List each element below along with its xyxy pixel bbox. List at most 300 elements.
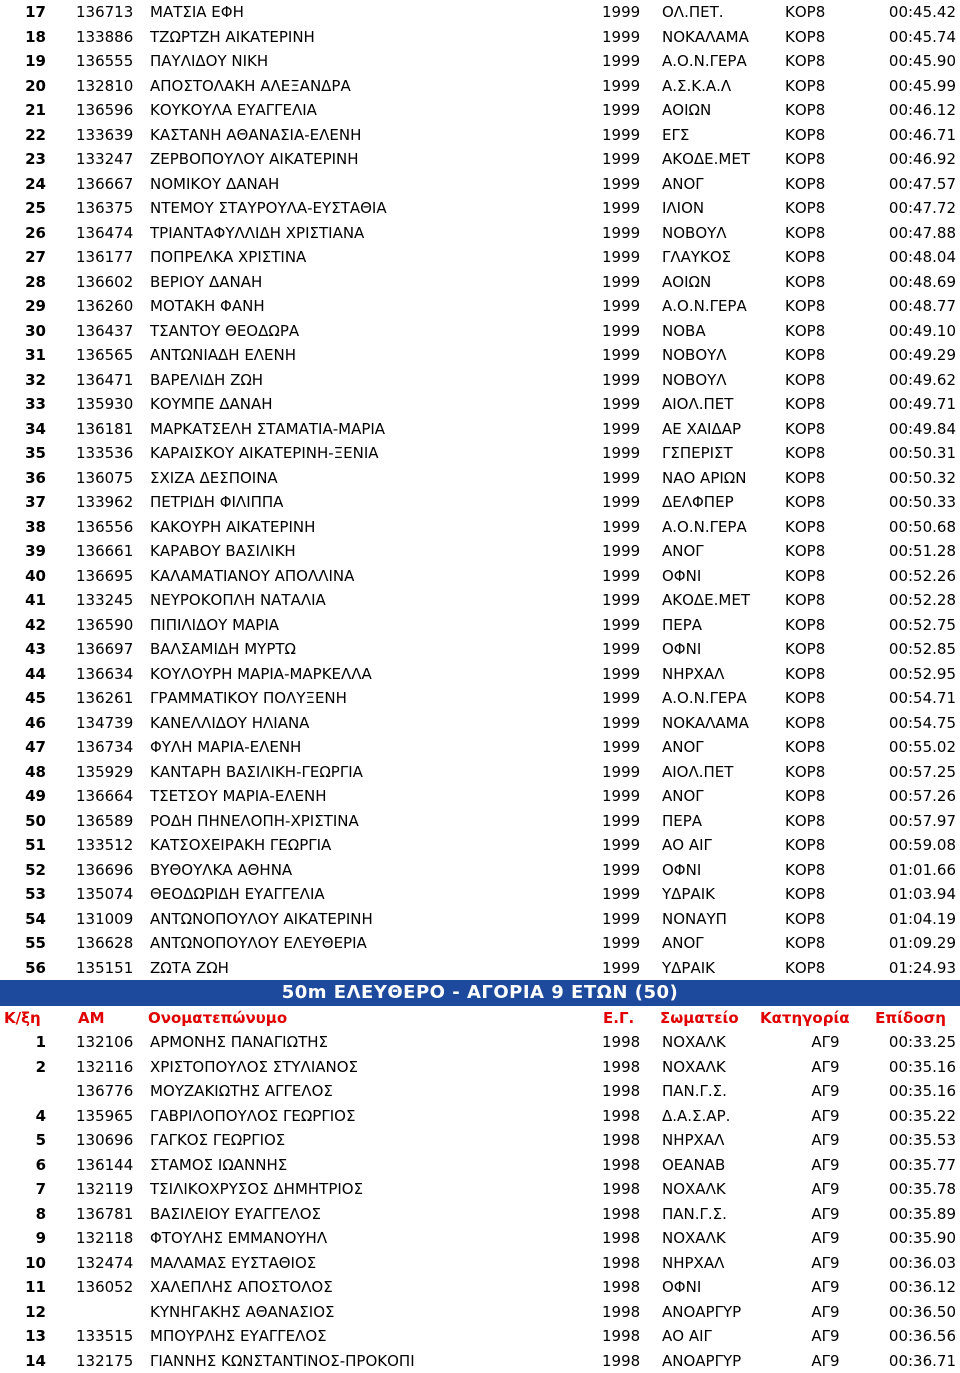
name-cell: ΒΥΘΟΥΛΚΑ ΑΘΗΝΑ [147,858,602,883]
category-cell: ΚΟΡ8 [785,907,870,932]
year-cell: 1999 [602,662,660,687]
am-cell: 132119 [46,1177,147,1202]
rank-cell: 33 [0,392,46,417]
category-cell: ΚΟΡ8 [785,784,870,809]
category-cell: ΑΓ9 [785,1128,870,1153]
category-cell: ΑΓ9 [785,1251,870,1276]
category-cell: ΚΟΡ8 [785,441,870,466]
name-cell: ΤΣΙΛΙΚΟΧΡΥΣΟΣ ΔΗΜΗΤΡΙΟΣ [147,1177,602,1202]
year-cell: 1999 [602,196,660,221]
year-cell: 1999 [602,98,660,123]
am-cell: 136375 [46,196,147,221]
rank-cell: 52 [0,858,46,883]
table-row [0,1300,960,1325]
category-cell: ΚΟΡ8 [785,588,870,613]
category-cell: ΑΓ9 [785,1349,870,1373]
am-cell: 132118 [46,1226,147,1251]
time-cell: 00:59.08 [870,833,960,858]
table-row [0,196,960,221]
year-cell: 1998 [602,1177,660,1202]
time-cell: 00:54.71 [870,686,960,711]
name-cell: ΜΑΛΑΜΑΣ ΕΥΣΤΑΘΙΟΣ [147,1251,602,1276]
time-cell: 00:35.53 [870,1128,960,1153]
am-cell: 136555 [46,49,147,74]
year-cell: 1998 [602,1055,660,1080]
am-cell: 136261 [46,686,147,711]
table-row [0,760,960,785]
year-cell: 1998 [602,1079,660,1104]
table-row [0,343,960,368]
am-cell: 135151 [46,956,147,981]
name-cell: ΝΕΥΡΟΚΟΠΛΗ ΝΑΤΑΛΙΑ [147,588,602,613]
time-cell: 00:50.32 [870,466,960,491]
am-cell: 132175 [46,1349,147,1373]
year-cell: 1999 [602,343,660,368]
year-cell: 1999 [602,417,660,442]
am-cell: 135074 [46,882,147,907]
table-row [0,882,960,907]
am-cell: 136661 [46,539,147,564]
table-row [0,1202,960,1227]
category-cell: ΚΟΡ8 [785,956,870,981]
table-row [0,1128,960,1153]
category-cell: ΚΟΡ8 [785,882,870,907]
am-cell: 136437 [46,319,147,344]
year-cell: 1998 [602,1153,660,1178]
category-cell: ΚΟΡ8 [785,147,870,172]
name-cell: ΒΑΣΙΛΕΙΟΥ ΕΥΑΓΓΕΛΟΣ [147,1202,602,1227]
year-cell: 1999 [602,564,660,589]
name-cell: ΣΤΑΜΟΣ ΙΩΑΝΝΗΣ [147,1153,602,1178]
rank-cell: 45 [0,686,46,711]
club-cell: ΟΦΝΙ [660,858,785,883]
table-row [0,270,960,295]
time-cell: 00:35.89 [870,1202,960,1227]
category-cell: ΑΓ9 [785,1177,870,1202]
table-row [0,1055,960,1080]
name-cell: ΚΑΡΑΒΟΥ ΒΑΣΙΛΙΚΗ [147,539,602,564]
rank-cell: 9 [0,1226,46,1251]
time-cell: 00:36.56 [870,1324,960,1349]
club-cell: ΟΦΝΙ [660,637,785,662]
category-cell: ΚΟΡ8 [785,343,870,368]
club-cell: ΠΑΝ.Γ.Σ. [660,1202,785,1227]
rank-cell: 24 [0,172,46,197]
category-cell: ΚΟΡ8 [785,711,870,736]
club-cell: ΥΔΡΑΙΚ [660,882,785,907]
club-cell: ΑΝΟΑΡΓΥΡ [660,1300,785,1325]
table-row [0,294,960,319]
rank-cell: 36 [0,466,46,491]
name-cell: ΜΠΟΥΡΛΗΣ ΕΥΑΓΓΕΛΟΣ [147,1324,602,1349]
name-cell: ΣΧΙΖΑ ΔΕΣΠΟΙΝΑ [147,466,602,491]
table-row [0,1275,960,1300]
time-cell: 00:49.10 [870,319,960,344]
club-cell: ΑΝΟΓ [660,172,785,197]
rank-cell: 31 [0,343,46,368]
table-row [0,1324,960,1349]
time-cell: 00:57.97 [870,809,960,834]
table-row [0,1251,960,1276]
club-cell: ΝΟΧΑΛΚ [660,1055,785,1080]
table-row [0,1030,960,1055]
name-cell: ΠΑΥΛΙΔΟΥ ΝΙΚΗ [147,49,602,74]
club-cell: ΠΕΡΑ [660,809,785,834]
club-cell: ΓΛΑΥΚΟΣ [660,245,785,270]
year-cell: 1999 [602,858,660,883]
year-cell: 1999 [602,172,660,197]
club-cell: ΓΣΠΕΡΙΣΤ [660,441,785,466]
time-cell: 00:52.85 [870,637,960,662]
category-cell: ΑΓ9 [785,1055,870,1080]
table-row [0,417,960,442]
boys-results-table [0,1030,960,1373]
club-cell: ΙΛΙΟΝ [660,196,785,221]
name-cell: ΜΟΥΖΑΚΙΩΤΗΣ ΑΓΓΕΛΟΣ [147,1079,602,1104]
name-cell: ΑΝΤΩΝΟΠΟΥΛΟΥ ΑΙΚΑΤΕΡΙΝΗ [147,907,602,932]
am-cell: 136471 [46,368,147,393]
year-cell: 1999 [602,147,660,172]
club-cell: ΝΟΧΑΛΚ [660,1177,785,1202]
rank-cell: 39 [0,539,46,564]
name-cell: ΚΥΝΗΓΑΚΗΣ ΑΘΑΝΑΣΙΟΣ [147,1300,602,1325]
rank-cell: 1 [0,1030,46,1055]
category-cell: ΚΟΡ8 [785,662,870,687]
year-cell: 1999 [602,637,660,662]
time-cell: 00:45.42 [870,0,960,25]
am-cell: 136565 [46,343,147,368]
category-cell: ΑΓ9 [785,1104,870,1129]
name-cell: ΧΑΛΕΠΛΗΣ ΑΠΟΣΤΟΛΟΣ [147,1275,602,1300]
am-cell: 133962 [46,490,147,515]
am-cell: 136602 [46,270,147,295]
table-row [0,1104,960,1129]
category-cell: ΚΟΡ8 [785,221,870,246]
rank-cell: 34 [0,417,46,442]
category-cell: ΚΟΡ8 [785,686,870,711]
rank-cell: 53 [0,882,46,907]
year-cell: 1999 [602,760,660,785]
year-cell: 1999 [602,539,660,564]
category-cell: ΚΟΡ8 [785,931,870,956]
category-cell: ΚΟΡ8 [785,0,870,25]
time-cell: 00:48.77 [870,294,960,319]
club-cell: ΑΝΟΓ [660,735,785,760]
category-cell: ΚΟΡ8 [785,613,870,638]
rank-cell: 42 [0,613,46,638]
time-cell: 00:52.26 [870,564,960,589]
am-cell: 135930 [46,392,147,417]
category-cell: ΚΟΡ8 [785,25,870,50]
year-cell: 1999 [602,907,660,932]
club-cell: ΟΛ.ΠΕΤ. [660,0,785,25]
category-cell: ΚΟΡ8 [785,833,870,858]
time-cell: 00:48.04 [870,245,960,270]
category-cell: ΑΓ9 [785,1202,870,1227]
club-cell: ΝΑΟ ΑΡΙΩΝ [660,466,785,491]
am-cell: 136181 [46,417,147,442]
table-row [0,784,960,809]
table-row [0,49,960,74]
club-cell: ΝΟΚΑΛΑΜΑ [660,711,785,736]
table-row [0,25,960,50]
time-cell: 00:46.92 [870,147,960,172]
year-cell: 1999 [602,441,660,466]
table-row [0,319,960,344]
rank-cell: 32 [0,368,46,393]
category-cell: ΚΟΡ8 [785,466,870,491]
club-cell: ΑΚΟΔΕ.ΜΕΤ [660,147,785,172]
am-cell: 136075 [46,466,147,491]
category-cell: ΑΓ9 [785,1153,870,1178]
time-cell: 00:45.90 [870,49,960,74]
table-row [0,858,960,883]
year-cell: 1999 [602,735,660,760]
club-cell: Α.Ο.Ν.ΓΕΡΑ [660,49,785,74]
year-cell: 1999 [602,809,660,834]
am-cell: 136474 [46,221,147,246]
club-cell: ΠΑΝ.Γ.Σ. [660,1079,785,1104]
category-cell: ΚΟΡ8 [785,564,870,589]
table-row [0,931,960,956]
rank-cell: 19 [0,49,46,74]
name-cell: ΝΟΜΙΚΟΥ ΔΑΝΑΗ [147,172,602,197]
am-cell: 136664 [46,784,147,809]
table-row [0,1349,960,1373]
am-cell: 132474 [46,1251,147,1276]
am-cell: 136596 [46,98,147,123]
time-cell: 00:47.57 [870,172,960,197]
am-cell: 135929 [46,760,147,785]
rank-cell: 41 [0,588,46,613]
time-cell: 00:50.31 [870,441,960,466]
header-name: Ονοματεπώνυμο [148,1006,603,1030]
name-cell: ΑΡΜΟΝΗΣ ΠΑΝΑΓΙΩΤΗΣ [147,1030,602,1055]
rank-cell: 12 [0,1300,46,1325]
club-cell: ΑΟ ΑΙΓ [660,1324,785,1349]
am-cell: 136590 [46,613,147,638]
name-cell: ΚΑΝΤΑΡΗ ΒΑΣΙΛΙΚΗ-ΓΕΩΡΓΙΑ [147,760,602,785]
category-cell: ΚΟΡ8 [785,392,870,417]
rank-cell: 7 [0,1177,46,1202]
name-cell: ΚΑΤΣΟΧΕΙΡΑΚΗ ΓΕΩΡΓΙΑ [147,833,602,858]
name-cell: ΚΑΚΟΥΡΗ ΑΙΚΑΤΕΡΙΝΗ [147,515,602,540]
year-cell: 1998 [602,1349,660,1373]
rank-cell: 55 [0,931,46,956]
rank-cell: 23 [0,147,46,172]
name-cell: ΚΟΥΛΟΥΡΗ ΜΑΡΙΑ-ΜΑΡΚΕΛΛΑ [147,662,602,687]
rank-cell: 2 [0,1055,46,1080]
time-cell: 00:33.25 [870,1030,960,1055]
year-cell: 1999 [602,711,660,736]
time-cell: 00:52.28 [870,588,960,613]
table-row [0,515,960,540]
club-cell: ΟΦΝΙ [660,564,785,589]
am-cell: 136781 [46,1202,147,1227]
header-club: Σωματείο [660,1006,760,1030]
name-cell: ΑΝΤΩΝΟΠΟΥΛΟΥ ΕΛΕΥΘΕΡΙΑ [147,931,602,956]
header-am: ΑΜ [60,1006,148,1030]
rank-cell: 13 [0,1324,46,1349]
club-cell: ΑΕ ΧΑΙΔΑΡ [660,417,785,442]
club-cell: Δ.Α.Σ.ΑΡ. [660,1104,785,1129]
category-cell: ΚΟΡ8 [785,294,870,319]
table-row [0,1153,960,1178]
name-cell: ΑΝΤΩΝΙΑΔΗ ΕΛΕΝΗ [147,343,602,368]
am-cell: 136260 [46,294,147,319]
time-cell: 00:57.25 [870,760,960,785]
table-row [0,123,960,148]
time-cell: 00:35.16 [870,1079,960,1104]
rank-cell: 17 [0,0,46,25]
club-cell: ΑΙΟΛ.ΠΕΤ [660,392,785,417]
time-cell: 00:47.88 [870,221,960,246]
table-row [0,662,960,687]
club-cell: ΕΓΣ [660,123,785,148]
table-row [0,245,960,270]
table-row [0,907,960,932]
category-cell: ΑΓ9 [785,1300,870,1325]
category-cell: ΚΟΡ8 [785,760,870,785]
am-cell: 136697 [46,637,147,662]
am-cell: 131009 [46,907,147,932]
time-cell: 00:35.90 [870,1226,960,1251]
am-cell: 133536 [46,441,147,466]
rank-cell: 40 [0,564,46,589]
category-cell: ΚΟΡ8 [785,319,870,344]
time-cell: 01:09.29 [870,931,960,956]
club-cell: ΝΗΡΧΑΛ [660,1251,785,1276]
time-cell: 00:35.77 [870,1153,960,1178]
header-year: Ε.Γ. [603,1006,660,1030]
table-row [0,809,960,834]
year-cell: 1999 [602,882,660,907]
table-row [0,1226,960,1251]
table-row [0,0,960,25]
year-cell: 1998 [602,1251,660,1276]
name-cell: ΜΟΤΑΚΗ ΦΑΝΗ [147,294,602,319]
category-cell: ΚΟΡ8 [785,490,870,515]
year-cell: 1999 [602,490,660,515]
rank-cell: 11 [0,1275,46,1300]
club-cell: ΑΝΟΓ [660,931,785,956]
name-cell: ΓΑΒΡΙΛΟΠΟΥΛΟΣ ΓΕΩΡΓΙΟΣ [147,1104,602,1129]
club-cell: ΑΟ ΑΙΓ [660,833,785,858]
club-cell: Α.Ο.Ν.ΓΕΡΑ [660,515,785,540]
category-cell: ΚΟΡ8 [785,123,870,148]
table-row [0,686,960,711]
am-cell: 136695 [46,564,147,589]
rank-cell: 51 [0,833,46,858]
name-cell: ΜΑΤΣΙΑ ΕΦΗ [147,0,602,25]
club-cell: ΝΗΡΧΑΛ [660,662,785,687]
rank-cell: 35 [0,441,46,466]
time-cell: 00:50.33 [870,490,960,515]
table-row [0,1079,960,1104]
name-cell: ΝΤΕΜΟΥ ΣΤΑΥΡΟΥΛΑ-ΕΥΣΤΑΘΙΑ [147,196,602,221]
category-cell: ΚΟΡ8 [785,98,870,123]
am-cell: 133515 [46,1324,147,1349]
year-cell: 1999 [602,245,660,270]
time-cell: 01:01.66 [870,858,960,883]
name-cell: ΦΥΛΗ ΜΑΡΙΑ-ΕΛΕΝΗ [147,735,602,760]
time-cell: 00:35.22 [870,1104,960,1129]
club-cell: ΝΟΒΟΥΛ [660,343,785,368]
rank-cell: 4 [0,1104,46,1129]
am-cell: 136667 [46,172,147,197]
rank-cell: 22 [0,123,46,148]
table-row [0,711,960,736]
table-row [0,833,960,858]
am-cell: 133512 [46,833,147,858]
time-cell: 00:46.12 [870,98,960,123]
am-cell: 136628 [46,931,147,956]
name-cell: ΖΕΡΒΟΠΟΥΛΟΥ ΑΙΚΑΤΕΡΙΝΗ [147,147,602,172]
year-cell: 1999 [602,123,660,148]
am-cell: 136589 [46,809,147,834]
club-cell: ΝΗΡΧΑΛ [660,1128,785,1153]
table-row [0,539,960,564]
am-cell: 136713 [46,0,147,25]
name-cell: ΑΠΟΣΤΟΛΑΚΗ ΑΛΕΞΑΝΔΡΑ [147,74,602,99]
category-cell: ΚΟΡ8 [785,417,870,442]
year-cell: 1999 [602,74,660,99]
time-cell: 00:36.12 [870,1275,960,1300]
category-cell: ΚΟΡ8 [785,49,870,74]
time-cell: 00:57.26 [870,784,960,809]
category-cell: ΑΓ9 [785,1275,870,1300]
time-cell: 00:36.03 [870,1251,960,1276]
rank-cell: 49 [0,784,46,809]
year-cell: 1999 [602,319,660,344]
year-cell: 1999 [602,49,660,74]
year-cell: 1999 [602,221,660,246]
club-cell: ΑΟΙΩΝ [660,98,785,123]
name-cell: ΠΟΠΡΕΛΚΑ ΧΡΙΣΤΙΝΑ [147,245,602,270]
club-cell: ΥΔΡΑΙΚ [660,956,785,981]
table-row [0,613,960,638]
am-cell: 132116 [46,1055,147,1080]
am-cell: 134739 [46,711,147,736]
year-cell: 1999 [602,294,660,319]
name-cell: ΦΤΟΥΛΗΣ ΕΜΜΑΝΟΥΗΛ [147,1226,602,1251]
year-cell: 1998 [602,1275,660,1300]
time-cell: 00:35.16 [870,1055,960,1080]
time-cell: 00:49.84 [870,417,960,442]
table-row [0,147,960,172]
table-row [0,588,960,613]
name-cell: ΤΖΩΡΤΖΗ ΑΙΚΑΤΕΡΙΝΗ [147,25,602,50]
rank-cell: 56 [0,956,46,981]
year-cell: 1999 [602,956,660,981]
table-row [0,172,960,197]
am-cell: 136556 [46,515,147,540]
header-time: Επίδοση [870,1006,960,1030]
time-cell: 00:54.75 [870,711,960,736]
year-cell: 1998 [602,1030,660,1055]
am-cell: 133247 [46,147,147,172]
name-cell: ΧΡΙΣΤΟΠΟΥΛΟΣ ΣΤΥΛΙΑΝΟΣ [147,1055,602,1080]
name-cell: ΠΕΤΡΙΔΗ ΦΙΛΙΠΠΑ [147,490,602,515]
table-row [0,564,960,589]
time-cell: 00:49.62 [870,368,960,393]
year-cell: 1999 [602,270,660,295]
table-row [0,441,960,466]
rank-cell: 6 [0,1153,46,1178]
club-cell: Α.Ο.Ν.ΓΕΡΑ [660,686,785,711]
table-row [0,392,960,417]
time-cell: 00:51.28 [870,539,960,564]
